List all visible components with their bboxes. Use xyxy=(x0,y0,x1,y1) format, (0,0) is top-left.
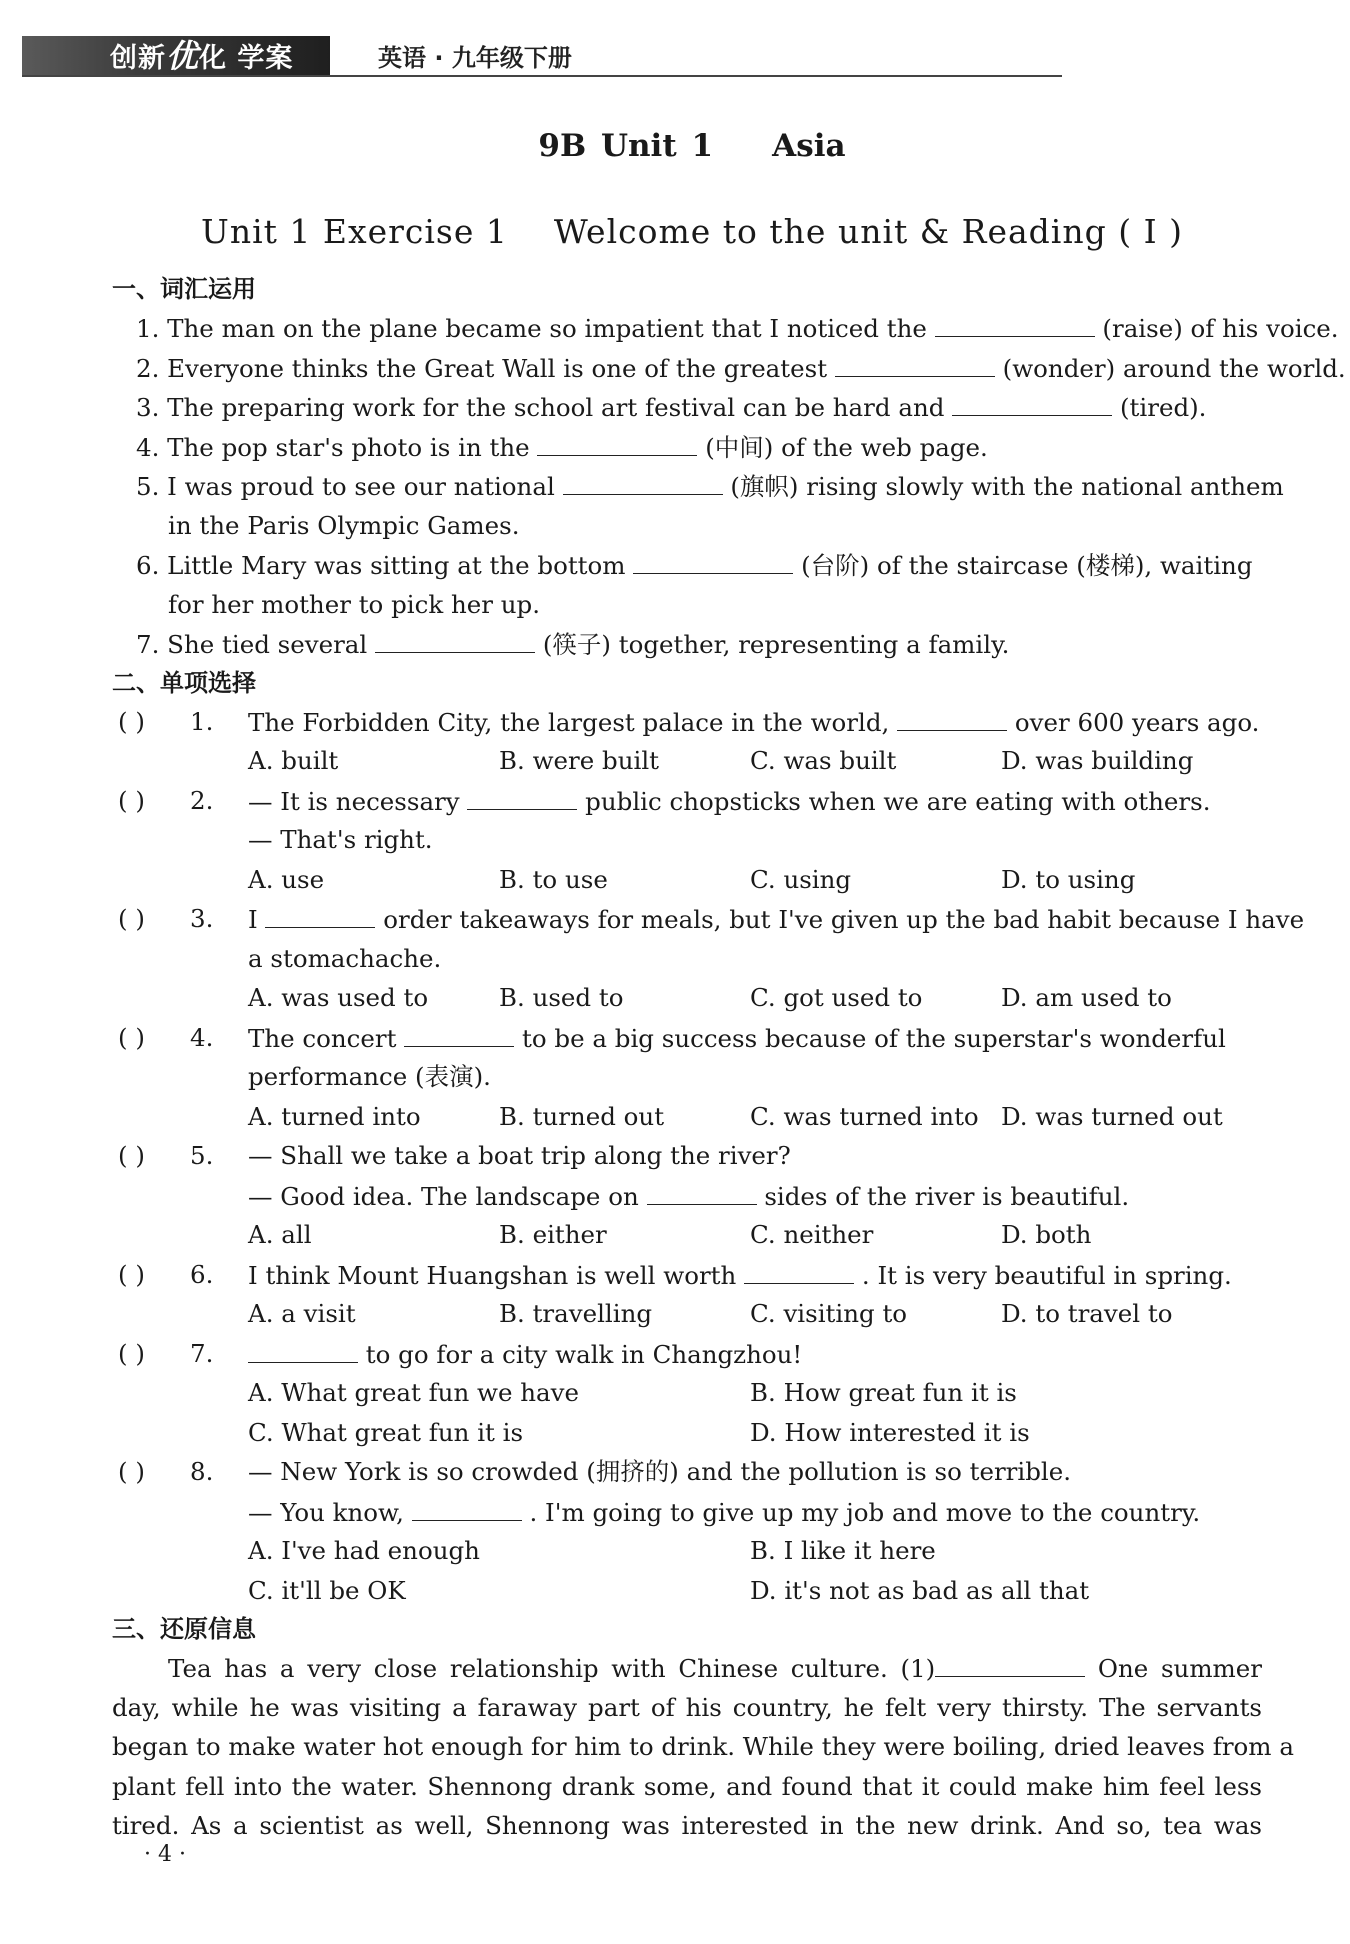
exercise-title: Unit 1 Exercise 1 Welcome to the unit & Reading ( Ⅰ ) xyxy=(201,212,1183,251)
option[interactable]: D. was building xyxy=(1001,746,1194,775)
section3-heading: 三、还原信息 xyxy=(112,1615,256,1643)
option[interactable]: B. to use xyxy=(499,864,608,894)
option[interactable]: B. turned out xyxy=(499,1101,665,1131)
option[interactable]: D. to using xyxy=(1001,864,1136,894)
question-text: — Shall we take a boat trip along the river? xyxy=(248,1141,791,1170)
option[interactable]: A. was used to xyxy=(248,983,429,1012)
item-number: 6. xyxy=(136,551,168,580)
option[interactable]: C. was turned into xyxy=(750,1101,979,1131)
item-number: 7. xyxy=(136,630,168,659)
unit-title: 9B Unit 1 Asia xyxy=(538,128,846,164)
question-line xyxy=(112,899,1305,939)
options-row xyxy=(112,978,1262,1018)
passage-line: began to make water hot enough for him to drink. While they were boiling, dried leaves from a xyxy=(112,1732,1294,1761)
item-text: I was proud to see our national xyxy=(167,472,563,501)
item-hint: (台阶) of the staircase (楼梯), waiting xyxy=(793,551,1253,580)
option[interactable]: B. either xyxy=(499,1220,607,1249)
question-line xyxy=(112,781,1262,821)
question-line xyxy=(112,1452,1262,1492)
answer-blank[interactable] xyxy=(835,348,995,377)
answer-blank[interactable] xyxy=(935,308,1095,337)
item-number: 3. xyxy=(136,393,168,422)
question-text: to be a big success because of the superstar's wonderful xyxy=(514,1023,1226,1053)
question-line: — That's right. xyxy=(248,825,433,854)
option[interactable]: A. a visit xyxy=(248,1299,356,1328)
answer-blank[interactable] xyxy=(647,1176,757,1205)
question-line xyxy=(112,1176,1262,1216)
item-text: The man on the plane became so impatient that I noticed the xyxy=(167,314,935,343)
question-text: over 600 years ago. xyxy=(1007,707,1260,737)
option[interactable]: A. built xyxy=(248,746,339,775)
question-text: order takeaways for meals, but I've given up the bad habit because I have xyxy=(375,905,1305,934)
answer-bracket[interactable]: ( ) xyxy=(118,904,145,933)
question-number: 4. xyxy=(190,1022,214,1052)
item-text: Everyone thinks the Great Wall is one of the greatest xyxy=(167,353,835,383)
answer-blank[interactable] xyxy=(375,624,535,653)
answer-blank[interactable] xyxy=(265,899,375,928)
answer-bracket[interactable]: ( ) xyxy=(118,1259,145,1289)
worksheet-content xyxy=(112,270,1346,1846)
passage-line: Tea has a very close relationship with Chinese culture. (1) One summer xyxy=(112,1648,1262,1688)
question-number: 8. xyxy=(190,1457,214,1486)
vocabulary-list xyxy=(112,308,1346,664)
option[interactable]: D. to travel to xyxy=(1001,1299,1173,1328)
answer-blank[interactable] xyxy=(537,427,697,456)
options-row xyxy=(112,1373,1262,1413)
question-number: 6. xyxy=(190,1259,214,1289)
passage-line: tired. As a scientist as well, Shennong was interested in the new drink. And so, tea was xyxy=(112,1811,1262,1840)
answer-blank[interactable] xyxy=(563,466,723,495)
options-row xyxy=(112,1571,1262,1611)
question-number: 5. xyxy=(190,1141,214,1170)
options-row xyxy=(112,741,1262,781)
option[interactable]: A. all xyxy=(248,1220,312,1249)
option[interactable]: A. I've had enough xyxy=(248,1536,480,1565)
answer-bracket[interactable]: ( ) xyxy=(118,1141,145,1170)
answer-blank[interactable] xyxy=(633,545,793,574)
section2-heading: 二、单项选择 xyxy=(112,668,256,697)
question-text: . It is very beautiful in spring. xyxy=(854,1260,1232,1290)
answer-bracket[interactable]: ( ) xyxy=(118,1338,145,1368)
passage-body xyxy=(112,1688,1294,1846)
question-line xyxy=(112,1136,1262,1176)
answer-blank[interactable] xyxy=(897,702,1007,731)
options-row xyxy=(112,1531,1262,1571)
subject-label: 英语 · 九年级下册 xyxy=(378,44,572,72)
item-number: 5. xyxy=(136,472,168,501)
item-number: 2. xyxy=(136,353,168,383)
option[interactable]: A. What great fun we have xyxy=(248,1378,580,1407)
brand-logo: 创新优化 学案 xyxy=(22,36,330,76)
question-text: I xyxy=(248,905,266,934)
passage-line: day, while he was visiting a faraway part of his country, he felt very thirsty. The servants xyxy=(112,1692,1262,1722)
passage-line: plant fell into the water. Shennong drank some, and found that it could make him feel less xyxy=(112,1771,1262,1801)
options-row xyxy=(112,1097,1262,1137)
item-text: The preparing work for the school art festival can be hard and xyxy=(167,393,953,422)
option[interactable]: C. was built xyxy=(750,746,897,775)
option[interactable]: D. was turned out xyxy=(1001,1101,1223,1131)
answer-blank[interactable] xyxy=(952,387,1112,416)
item-hint: (旗帜) rising slowly with the national anthem xyxy=(722,472,1284,501)
item-hint: (筷子) together, representing a family. xyxy=(535,630,1010,659)
answer-blank[interactable] xyxy=(744,1255,854,1284)
vocab-item xyxy=(112,308,1339,348)
options-row xyxy=(112,860,1262,900)
question-line: a stomachache. xyxy=(248,943,442,973)
question-line xyxy=(112,1492,1262,1532)
vocab-item xyxy=(112,387,1262,427)
answer-blank[interactable] xyxy=(412,1492,522,1521)
item-hint: (raise) of his voice. xyxy=(1094,314,1339,343)
vocab-item xyxy=(112,427,1262,467)
option[interactable]: A. use xyxy=(248,864,325,894)
answer-blank[interactable] xyxy=(248,1334,358,1363)
options-row xyxy=(112,1215,1262,1255)
vocab-item xyxy=(112,624,1262,664)
question-number: 7. xyxy=(190,1338,214,1368)
question-line xyxy=(112,1018,1262,1058)
option[interactable]: C. visiting to xyxy=(750,1299,908,1328)
item-number: 4. xyxy=(136,432,168,462)
question-text: — You know, xyxy=(248,1497,412,1527)
option[interactable]: B. used to xyxy=(499,983,624,1012)
page-header xyxy=(0,28,1350,88)
answer-bracket[interactable]: ( ) xyxy=(118,1022,145,1052)
item-hint: (wonder) around the world. xyxy=(994,353,1346,383)
option[interactable]: C. it'll be OK xyxy=(248,1575,406,1605)
item-text: Little Mary was sitting at the bottom xyxy=(167,551,634,580)
question-text: The Forbidden City, the largest palace in the world, xyxy=(248,707,898,737)
option[interactable]: C. neither xyxy=(750,1220,874,1249)
option[interactable]: D. How interested it is xyxy=(750,1417,1030,1447)
answer-blank[interactable] xyxy=(404,1018,514,1047)
question-text: I think Mount Huangshan is well worth xyxy=(248,1260,745,1290)
question-text: sides of the river is beautiful. xyxy=(756,1181,1130,1211)
question-number: 2. xyxy=(190,785,214,815)
question-text: — Good idea. The landscape on xyxy=(248,1181,647,1211)
answer-bracket[interactable]: ( ) xyxy=(118,706,145,736)
answer-bracket[interactable]: ( ) xyxy=(118,1457,145,1486)
item-text: She tied several xyxy=(167,630,376,659)
options-row xyxy=(112,1413,1262,1453)
option[interactable]: C. What great fun it is xyxy=(248,1417,524,1447)
multiple-choice-list xyxy=(112,702,1305,1611)
option[interactable]: C. using xyxy=(750,864,852,894)
option[interactable]: B. were built xyxy=(499,746,660,775)
question-text: — New York is so crowded (拥挤的) and the pollution is so terrible. xyxy=(248,1457,1072,1486)
section1-heading: 一、词汇运用 xyxy=(112,275,256,303)
question-line: performance (表演). xyxy=(248,1062,491,1091)
option[interactable]: D. am used to xyxy=(1001,983,1172,1012)
option[interactable]: D. both xyxy=(1001,1220,1092,1249)
option[interactable]: B. I like it here xyxy=(750,1536,936,1565)
vocab-item xyxy=(112,466,1284,506)
vocab-item-continuation: for her mother to pick her up. xyxy=(168,589,540,619)
question-text: The concert xyxy=(248,1023,405,1053)
question-text: — It is necessary xyxy=(248,786,468,816)
answer-blank[interactable]: (1) xyxy=(900,1654,1085,1683)
item-text: The pop star's photo is in the xyxy=(167,432,538,462)
item-number: 1. xyxy=(136,314,168,343)
item-hint: (中间) of the web page. xyxy=(697,432,988,462)
question-text: to go for a city walk in Changzhou! xyxy=(358,1339,803,1369)
question-text: . I'm going to give up my job and move to the country. xyxy=(521,1497,1201,1527)
vocab-item xyxy=(112,545,1262,585)
item-hint: (tired). xyxy=(1112,393,1207,422)
option[interactable]: D. it's not as bad as all that xyxy=(750,1575,1090,1605)
question-number: 3. xyxy=(190,904,214,933)
page-number: · 4 · xyxy=(144,1842,186,1867)
question-text: public chopsticks when we are eating with others. xyxy=(577,786,1211,816)
option[interactable]: A. turned into xyxy=(248,1101,421,1131)
header-divider xyxy=(22,75,1062,77)
option[interactable]: B. How great fun it is xyxy=(750,1378,1017,1407)
options-row xyxy=(112,1294,1262,1334)
answer-bracket[interactable]: ( ) xyxy=(118,785,145,815)
vocab-item xyxy=(112,348,1346,388)
answer-blank[interactable] xyxy=(467,781,577,810)
option[interactable]: B. travelling xyxy=(499,1299,653,1328)
option[interactable]: C. got used to xyxy=(750,983,923,1012)
question-line xyxy=(112,702,1262,742)
question-line xyxy=(112,1334,1262,1374)
question-line xyxy=(112,1255,1262,1295)
vocab-item-continuation: in the Paris Olympic Games. xyxy=(168,510,520,540)
question-number: 1. xyxy=(190,706,214,736)
